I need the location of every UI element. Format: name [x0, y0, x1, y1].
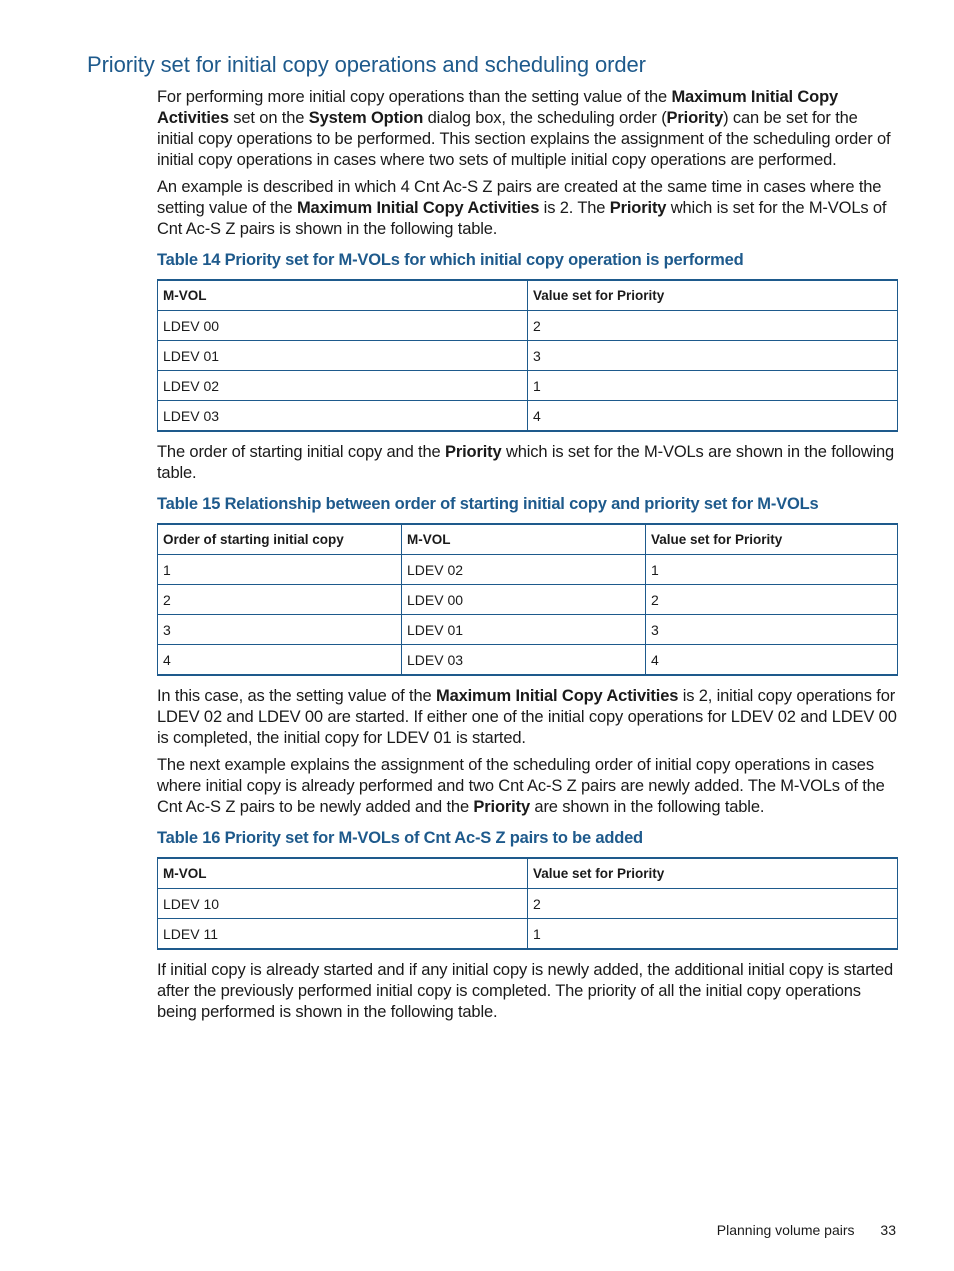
table-cell: 4 — [528, 401, 898, 432]
table-row — [158, 341, 898, 371]
table-row — [158, 645, 898, 676]
table-cell: 3 — [646, 615, 898, 645]
next-example-paragraph: The next example explains the assignment of the scheduling order of initial copy operations in cases where initial copy is already performed and two Cnt Ac-S Z pairs are newly added. The M-VOLs of the Cnt Ac-S Z pairs to be newly added and the Priority are shown in the following table. — [157, 756, 885, 816]
column-header-mvol: M-VOL — [158, 280, 528, 311]
table-cell: 2 — [528, 889, 898, 919]
table-cell: 1 — [528, 919, 898, 950]
table-row — [158, 889, 898, 919]
table-cell: LDEV 01 — [158, 341, 528, 371]
table-cell: LDEV 02 — [402, 555, 646, 585]
table-header-row — [158, 524, 898, 555]
table-cell: LDEV 00 — [402, 585, 646, 615]
page-title: Priority set for initial copy operations and scheduling order — [87, 52, 646, 77]
intro-paragraph-2: An example is described in which 4 Cnt Ac-S Z pairs are created at the same time in cases where the setting value of the Maximum Initial Copy Activities is 2. The Priority which is set for the M-VOLs of Cnt Ac-S Z pairs is shown in the following table. — [157, 178, 887, 238]
table-header-row — [158, 280, 898, 311]
table-cell: LDEV 03 — [402, 645, 646, 676]
table-cell: LDEV 00 — [158, 311, 528, 341]
page-footer — [717, 1222, 896, 1238]
table-15 — [157, 523, 898, 676]
table-cell: 2 — [528, 311, 898, 341]
table-14 — [157, 279, 898, 432]
page-number: 33 — [880, 1222, 896, 1238]
table-cell: 4 — [646, 645, 898, 676]
table-cell: 2 — [646, 585, 898, 615]
table-header-row — [158, 858, 898, 889]
table-cell: 1 — [646, 555, 898, 585]
closing-paragraph: If initial copy is already started and if any initial copy is newly added, the additional initial copy is started after the previously performed initial copy is completed. The priority of all the initial copy operations being performed is shown in the following table. — [157, 961, 894, 1021]
table-14-caption: Table 14 Priority set for M-VOLs for which initial copy operation is performed — [157, 251, 744, 269]
table-row — [158, 371, 898, 401]
table-16 — [157, 857, 898, 950]
intro-paragraph-1: For performing more initial copy operations than the setting value of the Maximum Initial Copy Activities set on the System Option dialog box, the scheduling order (Priority) can be set for the initial copy operations to be performed. This section explains the assignment of the scheduling order of initial copy operations in cases where two sets of multiple initial copy operations are performed. — [157, 88, 891, 169]
table-row — [158, 555, 898, 585]
table-cell: 4 — [158, 645, 402, 676]
table-cell: LDEV 01 — [402, 615, 646, 645]
table-row — [158, 585, 898, 615]
table-cell: 1 — [158, 555, 402, 585]
column-header-mvol: M-VOL — [158, 858, 528, 889]
order-intro-paragraph: The order of starting initial copy and the Priority which is set for the M-VOLs are shown in the following table. — [157, 443, 895, 482]
table-cell: 3 — [528, 341, 898, 371]
table-cell: 3 — [158, 615, 402, 645]
column-header-priority: Value set for Priority — [528, 858, 898, 889]
column-header-order: Order of starting initial copy — [158, 524, 402, 555]
table-cell: LDEV 10 — [158, 889, 528, 919]
table-row — [158, 919, 898, 950]
table-cell: 1 — [528, 371, 898, 401]
table-row — [158, 401, 898, 432]
table-16-caption: Table 16 Priority set for M-VOLs of Cnt Ac-S Z pairs to be added — [157, 829, 643, 847]
case-paragraph: In this case, as the setting value of the Maximum Initial Copy Activities is 2, initial copy operations for LDEV 02 and LDEV 00 are started. If either one of the initial copy operations for LDEV 02 and LDEV 00 is completed, the initial copy for LDEV 01 is started. — [157, 687, 897, 747]
table-cell: LDEV 11 — [158, 919, 528, 950]
column-header-mvol: M-VOL — [402, 524, 646, 555]
page-content — [157, 87, 897, 1029]
table-15-caption: Table 15 Relationship between order of starting initial copy and priority set for M-VOLs — [157, 495, 819, 513]
column-header-priority: Value set for Priority — [528, 280, 898, 311]
footer-section-title: Planning volume pairs — [716, 1222, 855, 1238]
table-row — [158, 615, 898, 645]
column-header-priority: Value set for Priority — [646, 524, 898, 555]
table-cell: 2 — [158, 585, 402, 615]
table-cell: LDEV 03 — [158, 401, 528, 432]
table-row — [158, 311, 898, 341]
table-cell: LDEV 02 — [158, 371, 528, 401]
